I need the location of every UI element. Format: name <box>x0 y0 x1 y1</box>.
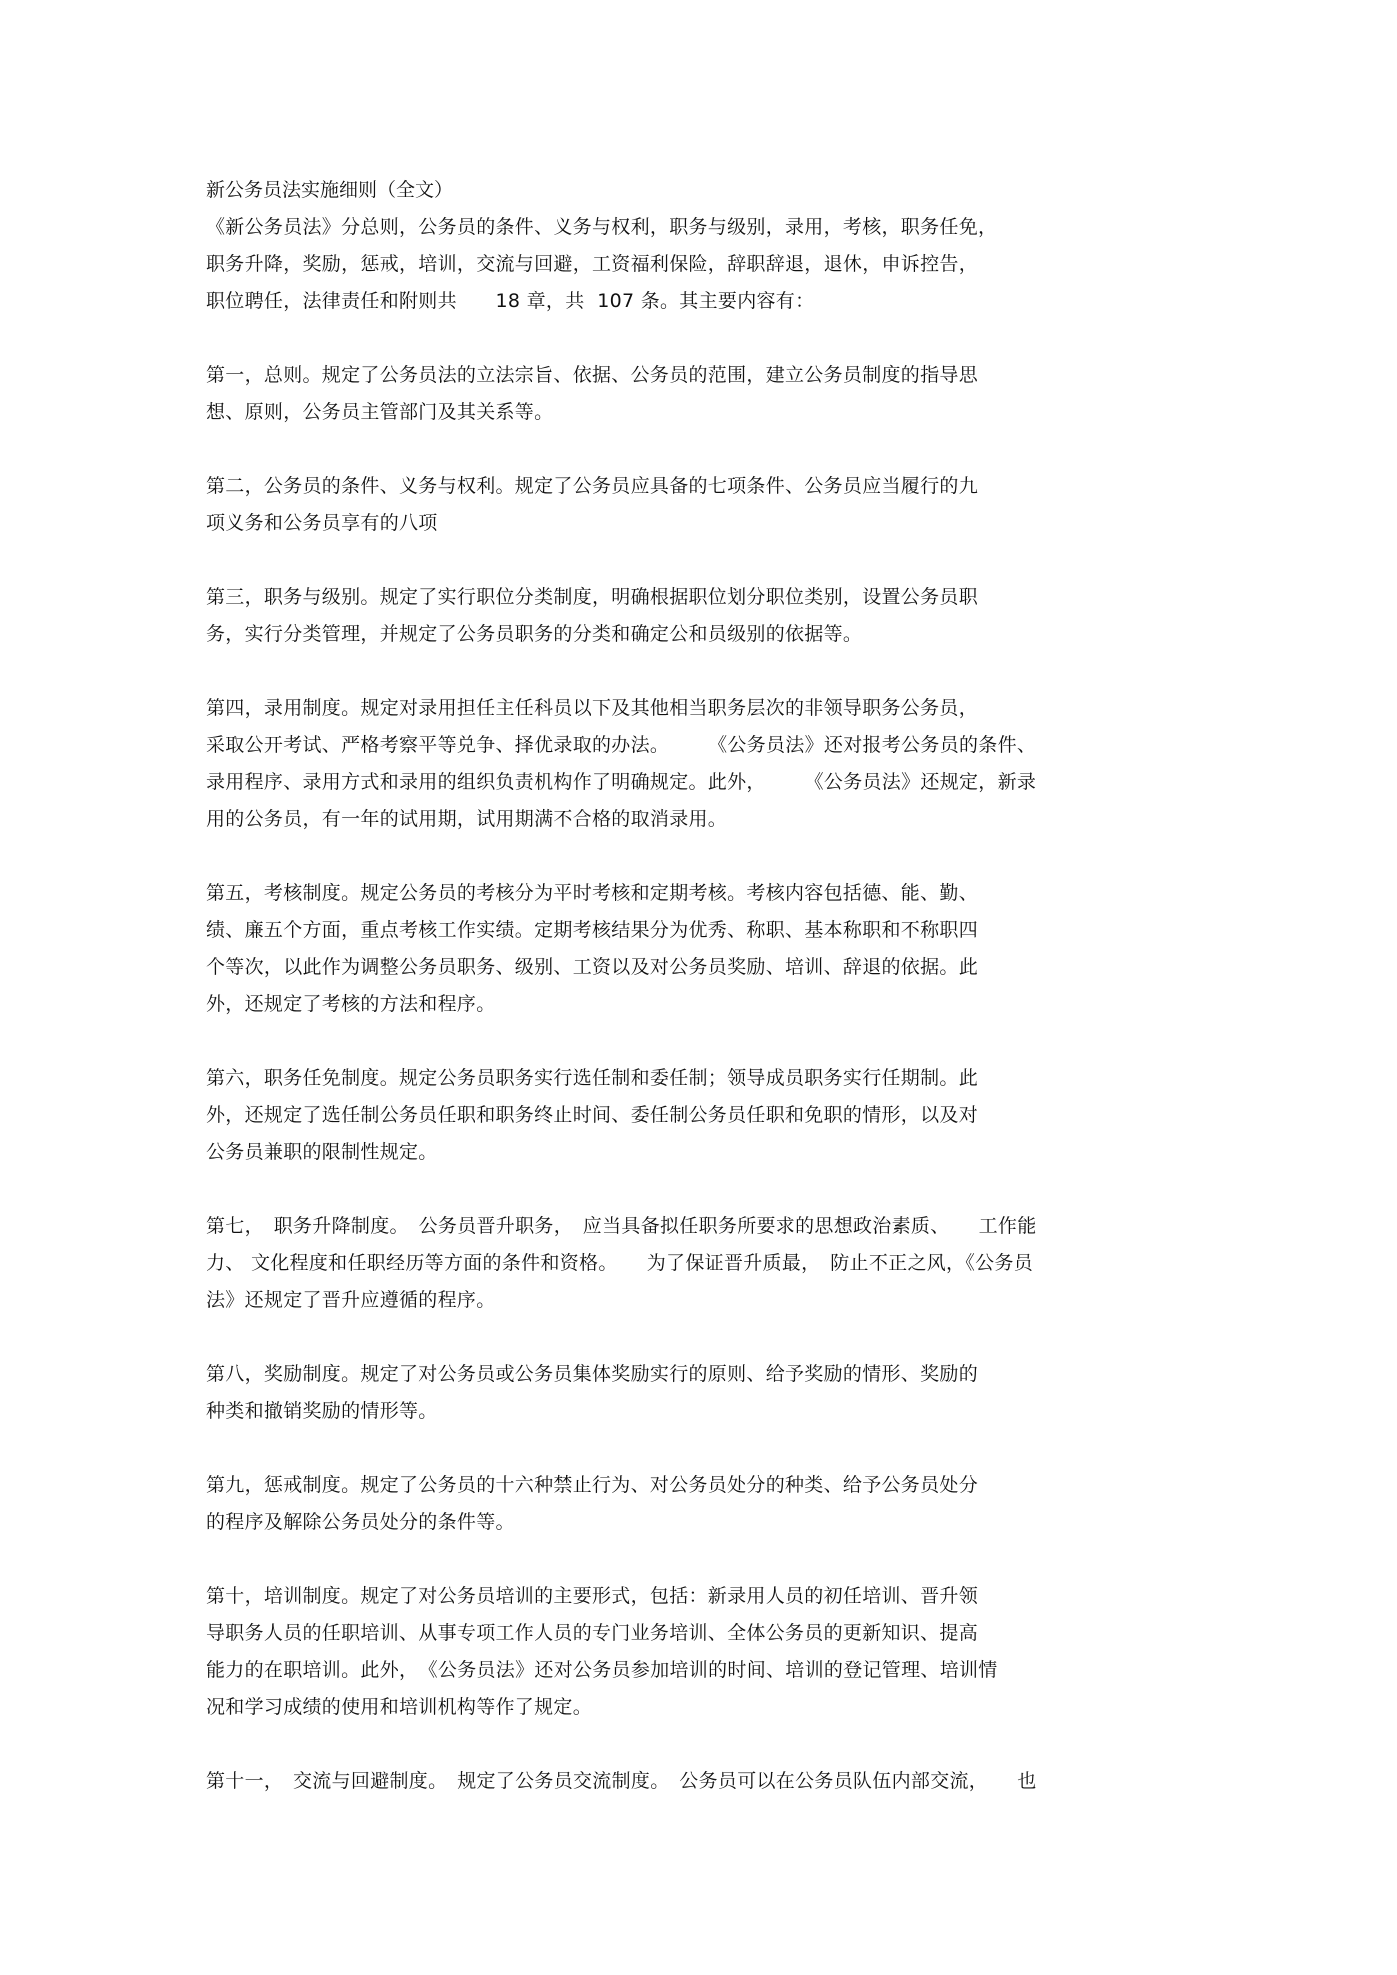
paragraph-section-6 <box>206 1060 1206 1171</box>
text-line: 法》还规定了晋升应遵循的程序。 <box>206 1289 496 1311</box>
text-line: 用的公务员，有一年的试用期，试用期满不合格的取消录用。 <box>206 808 728 830</box>
text-line: 公务员兼职的限制性规定。 <box>206 1141 438 1163</box>
text-line: 能力的在职培训。此外， 《公务员法》还对公务员参加培训的时间、培训的登记管理、培训情 <box>206 1659 998 1681</box>
paragraph-section-3 <box>206 579 1206 653</box>
text-line: 第六，职务任免制度。规定公务员职务实行选任制和委任制；领导成员职务实行任期制。此 <box>206 1067 979 1089</box>
text-line: 第九，惩戒制度。规定了公务员的十六种禁止行为、对公务员处分的种类、给予公务员处分 <box>206 1474 979 1496</box>
paragraph-section-7 <box>206 1208 1206 1319</box>
text-line: 第一，总则。规定了公务员法的立法宗旨、依据、公务员的范围，建立公务员制度的指导思 <box>206 364 979 386</box>
text-line: 导职务人员的任职培训、从事专项工作人员的专门业务培训、全体公务员的更新知识、提高 <box>206 1622 979 1644</box>
text-line: 的程序及解除公务员处分的条件等。 <box>206 1511 515 1533</box>
paragraph-section-1 <box>206 357 1206 431</box>
text-line: 务，实行分类管理，并规定了公务员职务的分类和确定公和员级别的依据等。 <box>206 623 863 645</box>
document-body <box>206 172 1206 1837</box>
paragraph-section-8 <box>206 1356 1206 1430</box>
text-line: 第八，奖励制度。规定了对公务员或公务员集体奖励实行的原则、给予奖励的情形、奖励的 <box>206 1363 979 1385</box>
text-line: 职务升降，奖励，惩戒，培训，交流与回避，工资福利保险，辞职辞退，退休，申诉控告， <box>206 253 979 275</box>
text-line: 想、原则，公务员主管部门及其关系等。 <box>206 401 554 423</box>
text-line: 个等次，以此作为调整公务员职务、级别、工资以及对公务员奖励、培训、辞退的依据。此 <box>206 956 979 978</box>
paragraph-section-9 <box>206 1467 1206 1541</box>
document-title: 新公务员法实施细则（全文） <box>206 179 454 201</box>
paragraph-section-5 <box>206 875 1206 1023</box>
paragraph-intro <box>206 209 1206 320</box>
text-line: 第十一， 交流与回避制度。 规定了公务员交流制度。 公务员可以在公务员队伍内部交流， 也 <box>206 1770 1037 1792</box>
text-line: 外，还规定了考核的方法和程序。 <box>206 993 496 1015</box>
text-line: 第七， 职务升降制度。 公务员晋升职务， 应当具备拟任职务所要求的思想政治素质、 工作能 <box>206 1215 1037 1237</box>
text-line: 《新公务员法》分总则，公务员的条件、义务与权利，职务与级别，录用，考核，职务任免， <box>206 216 998 238</box>
paragraph-section-2 <box>206 468 1206 542</box>
text-line: 第二，公务员的条件、义务与权利。规定了公务员应具备的七项条件、公务员应当履行的九 <box>206 475 979 497</box>
paragraph-section-11 <box>206 1763 1206 1800</box>
text-line: 况和学习成绩的使用和培训机构等作了规定。 <box>206 1696 593 1718</box>
text-line: 录用程序、录用方式和录用的组织负责机构作了明确规定。此外， 《公务员法》还规定，新录 <box>206 771 1037 793</box>
text-line: 采取公开考试、严格考察平等兑争、择优录取的办法。 《公务员法》还对报考公务员的条件、 <box>206 734 1037 756</box>
text-line: 外，还规定了选任制公务员任职和职务终止时间、委任制公务员任职和免职的情形，以及对 <box>206 1104 979 1126</box>
text-line: 第三，职务与级别。规定了实行职位分类制度，明确根据职位划分职位类别，设置公务员职 <box>206 586 979 608</box>
text-line: 第五，考核制度。规定公务员的考核分为平时考核和定期考核。考核内容包括德、能、勤、 <box>206 882 979 904</box>
text-line: 种类和撤销奖励的情形等。 <box>206 1400 438 1422</box>
paragraph-section-10 <box>206 1578 1206 1726</box>
text-line: 绩、廉五个方面，重点考核工作实绩。定期考核结果分为优秀、称职、基本称职和不称职四 <box>206 919 979 941</box>
text-line: 第十，培训制度。规定了对公务员培训的主要形式，包括：新录用人员的初任培训、晋升领 <box>206 1585 979 1607</box>
paragraph-section-4 <box>206 690 1206 838</box>
text-line: 力、 文化程度和任职经历等方面的条件和资格。 为了保证晋升质最， 防止不正之风，《公务员 <box>206 1252 1034 1274</box>
text-line: 第四，录用制度。规定对录用担任主任科员以下及其他相当职务层次的非领导职务公务员， <box>206 697 979 719</box>
text-line: 职位聘任，法律责任和附则共 18 章，共 107 条。其主要内容有： <box>206 290 815 312</box>
text-line: 项义务和公务员享有的八项 <box>206 512 438 534</box>
